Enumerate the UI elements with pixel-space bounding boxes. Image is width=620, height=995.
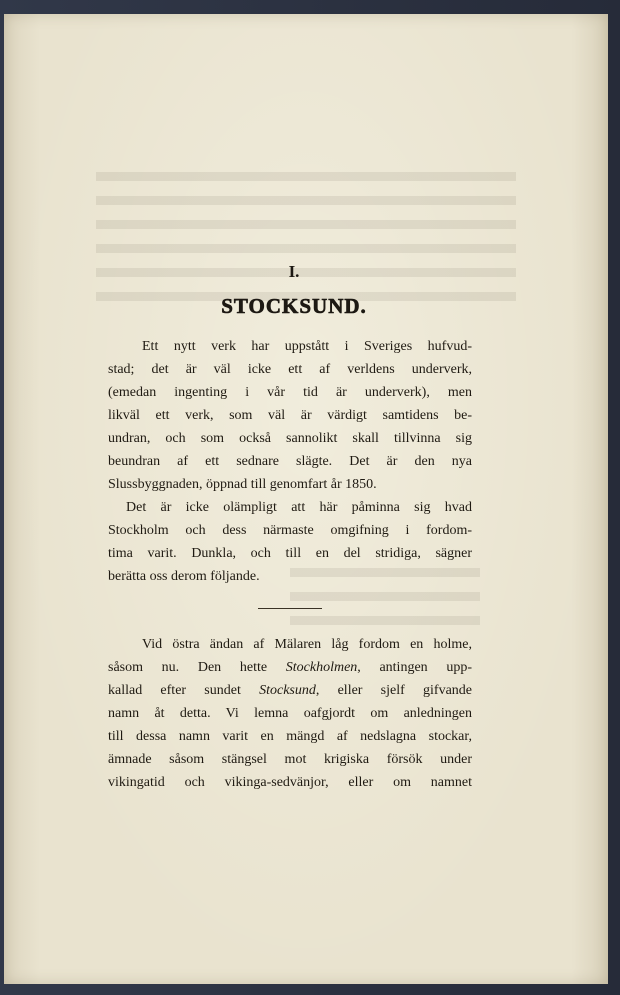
text-line: likväl ett verk, som väl är värdigt samtidens be- [108,408,472,423]
text-line: vikingatid och vikinga-sedvänjor, eller om namnet [108,775,472,790]
text-line: kallad efter sundet Stocksund, eller sjelf gifvande [108,683,472,698]
italic-place-name: Stocksund [259,683,316,698]
chapter-number: I. [288,262,300,281]
text-line: Slussbyggnaden, öppnad till genomfart år 1850. [108,477,377,492]
italic-place-name: Stockholmen [285,660,358,675]
text-line: Vid östra ändan af Mälaren låg fordom en holme, [142,637,472,652]
text-line: Ett nytt verk har uppstått i Sveriges hufvud- [142,339,472,354]
text-line: berätta oss derom följande. [108,569,260,584]
chapter-title: STOCKSUND. [221,294,367,318]
text-line: till dessa namn varit en mängd af nedslagna stockar, [108,729,472,744]
text-line: Det är icke olämpligt att här påminna sig hvad [126,500,472,515]
section-divider [258,608,322,609]
text-line: (emedan ingenting i vår tid är underverk), men [108,385,472,400]
bleed-through-texture [96,172,516,312]
text-line: stad; det är väl icke ett af verldens underverk, [108,362,472,377]
text-line: Stockholm och dess närmaste omgifning i fordom- [108,523,472,538]
text-line: beundran af ett sednare slägte. Det är den nya [108,454,472,469]
text-line: ämnade såsom stängsel mot krigiska försök under [108,752,472,767]
text-line: namn åt detta. Vi lemna oafgjordt om anledningen [108,706,472,721]
text-line: tima varit. Dunkla, och till en del stridiga, sägner [108,546,472,561]
text-line: undran, och som också sannolikt skall tillvinna sig [108,431,472,446]
text-line: såsom nu. Den hette Stockholmen, antingen upp- [108,660,473,675]
